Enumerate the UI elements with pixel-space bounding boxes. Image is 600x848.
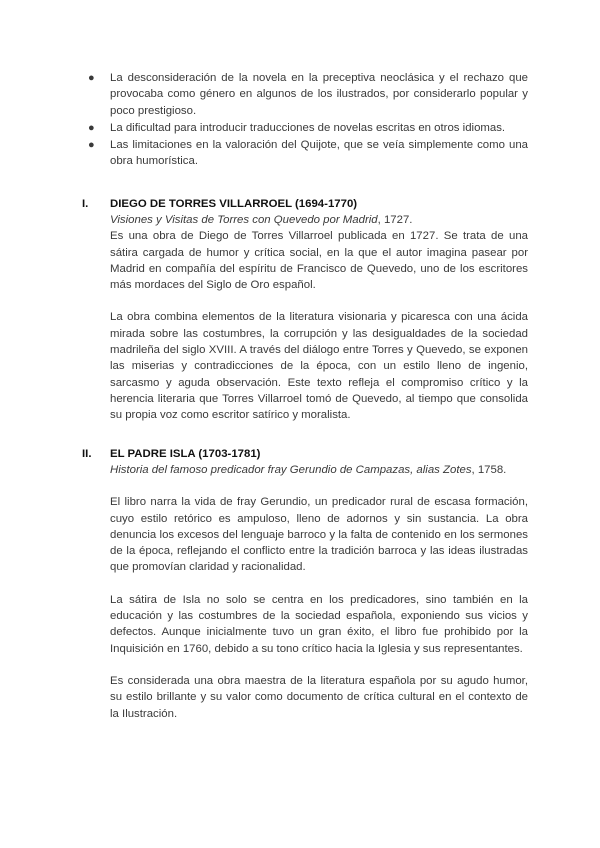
bullet-text: Las limitaciones en la valoración del Quijote, que se veía simplemente como una obra humorística. (110, 139, 528, 168)
bullet-text: La dificultad para introducir traducciones de novelas escritas en otros idiomas. (110, 121, 506, 134)
list-item (86, 120, 528, 136)
section-body (82, 462, 528, 722)
section-body (82, 212, 528, 424)
paragraph: Es una obra de Diego de Torres Villarroel publicada en 1727. Se trata de una sátira cargada de humor y crítica social, en la que el autor imagina pasear por Madrid en compañía del espíritu de Francisco de Quevedo, uno de los escritores más mordaces del Siglo de Oro español. (110, 230, 528, 292)
section-heading (82, 196, 528, 212)
bullet-icon: ● (88, 121, 95, 134)
paragraph: El libro narra la vida de fray Gerundio, un predicador rural de escasa formación, cuyo estilo retórico es ampuloso, lleno de adornos y sin sustancia. La obra denuncia los excesos del lenguaje barroco y la falta de contenido en los sermones de la época, reflejando el conflicto entre la tradición barroca y las ideas ilustradas que promovían claridad y racionalidad. (110, 496, 528, 574)
paragraph: La obra combina elementos de la literatura visionaria y picaresca con una ácida mirada sobre las costumbres, la corrupción y las desigualdades de la sociedad madrileña del siglo XVIII. A través del diálogo entre Torres y Quevedo, se exponen las miserias y contradicciones de la época, con un estilo lleno de ingenio, sarcasmo y aguda observación. Este texto refleja el compromiso crítico y la herencia literaria que Torres Villarroel tomó de Quevedo, al tiempo que consolida su propia voz como escritor satírico y moralista. (110, 311, 528, 422)
section-padre-isla (82, 446, 528, 738)
paragraph: Es considerada una obra maestra de la literatura española por su agudo humor, su estilo brillante y su valor como documento de crítica cultural en el contexto de la Ilustración. (110, 674, 528, 720)
list-item (86, 70, 528, 119)
section-title: DIEGO DE TORRES VILLARROEL (1694-1770) (110, 198, 358, 210)
section-number: II. (82, 448, 92, 460)
bullet-text: La desconsideración de la novela en la preceptiva neoclásica y el rechazo que provocaba como género en algunos de los ilustrados, por considerarlo popular y poco prestigioso. (110, 72, 528, 117)
work-year: , 1758. (471, 464, 507, 476)
section-number: I. (82, 198, 89, 210)
work-reference (110, 462, 528, 478)
bullet-list (86, 70, 528, 171)
section-torres-villarroel (82, 196, 528, 440)
work-title: Visiones y Visitas de Torres con Quevedo por Madrid (110, 214, 378, 226)
work-reference (110, 212, 528, 228)
bullet-icon: ● (88, 139, 95, 152)
section-title: EL PADRE ISLA (1703-1781) (110, 448, 261, 460)
list-item (86, 137, 528, 170)
work-year: , 1727. (377, 214, 413, 226)
paragraph: La sátira de Isla no solo se centra en los predicadores, sino también en la educación y las costumbres de la sociedad española, exponiendo sus vicios y defectos. Aunque inicialmente tuvo un gran éxito, el libro fue prohibido por la Inquisición en 1760, debido a su tono crítico hacia la Iglesia y sus representantes. (110, 593, 528, 655)
bullet-icon: ● (88, 72, 95, 84)
work-title: Historia del famoso predicador fray Gerundio de Campazas, alias Zotes (110, 464, 472, 476)
section-heading (82, 446, 528, 462)
